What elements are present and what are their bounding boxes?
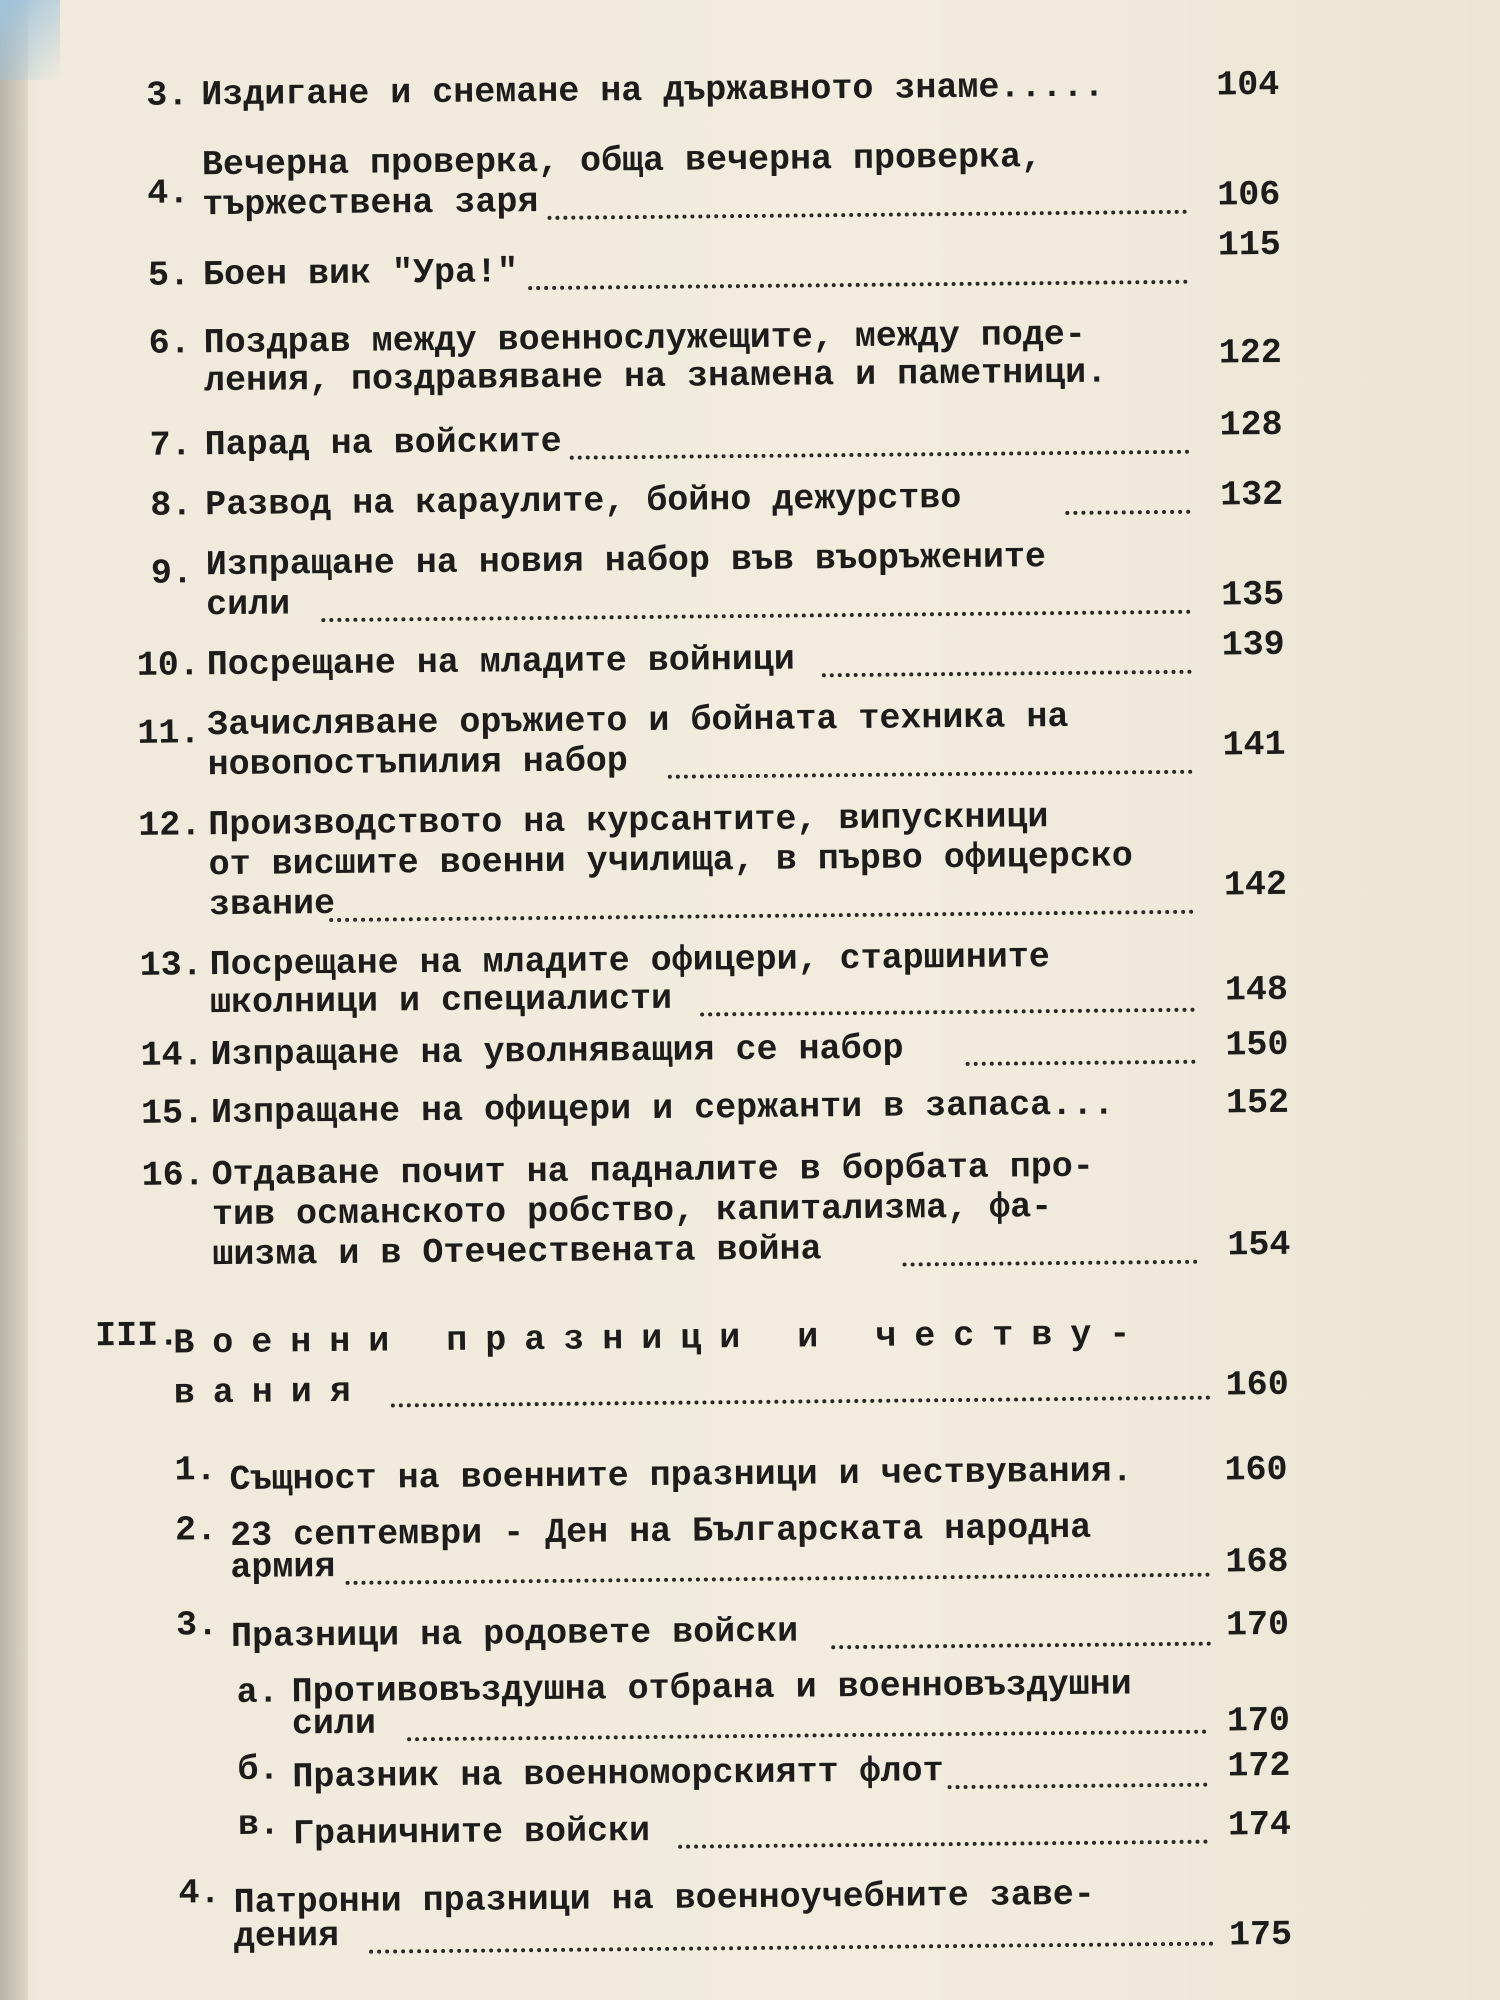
entry-number: 9. — [150, 553, 194, 594]
entry-number: 5. — [147, 255, 191, 296]
page-number: 148 — [1224, 969, 1289, 1011]
entry-number: 15. — [140, 1093, 205, 1134]
leader-dots — [528, 280, 1188, 290]
page-number: 128 — [1219, 404, 1283, 446]
page-number: 170 — [1226, 1700, 1291, 1742]
page-number: 168 — [1225, 1541, 1289, 1583]
page-number: 152 — [1225, 1082, 1290, 1124]
entry-title: Вечерна проверка, обща вечерна проверка, — [201, 137, 1043, 186]
section-number: III. — [95, 1315, 180, 1357]
entry-title-cont: тържествена заря — [202, 181, 539, 226]
entry-number: 3. — [146, 75, 189, 116]
entry-number: 12. — [138, 805, 202, 846]
leader-dots — [321, 610, 1191, 622]
entry-title-cont: звание — [208, 883, 336, 926]
entry-title: Патронни празници на военноучебните заве- — [233, 1874, 1095, 1923]
leader-dots — [668, 770, 1193, 779]
entry-title: Издигане и снемане на държавното знаме..... — [201, 66, 1105, 116]
entry-title-cont: тив османското робство, капитализма, фа- — [211, 1187, 1053, 1236]
page-number: 122 — [1218, 332, 1283, 374]
entry-number: 1. — [174, 1450, 217, 1491]
entry-title: Празник на военноморскиятт флот — [292, 1751, 944, 1798]
entry-title: Изпращане на новия набор във въоръжените — [205, 537, 1047, 586]
entry-title: Посрещане на младите офицери, старшините — [209, 937, 1050, 986]
entry-number: в. — [237, 1804, 281, 1845]
entry-number: б. — [237, 1749, 280, 1790]
entry-title: Поздрав между военнослужещите, между поде- — [203, 314, 1086, 364]
entry-title-cont: школници и специалисти — [209, 978, 673, 1024]
entry-title-cont: дения — [233, 1915, 340, 1957]
entry-number: а. — [236, 1672, 279, 1713]
entry-title-cont: сили — [291, 1703, 377, 1745]
leader-dots — [570, 450, 1190, 460]
leader-dots — [831, 1642, 1211, 1650]
entry-number: 2. — [174, 1510, 218, 1551]
page-number: 170 — [1225, 1604, 1290, 1646]
entry-number: 14. — [140, 1035, 204, 1076]
entry-number: 10. — [136, 645, 200, 686]
entry-title: Производството на курсантите, випускници — [208, 797, 1049, 846]
entry-title: Граничните войски — [292, 1810, 651, 1855]
entry-number: 13. — [139, 945, 203, 986]
page-number: 160 — [1225, 1364, 1289, 1406]
leader-dots — [369, 1942, 1214, 1954]
leader-dots — [678, 1840, 1208, 1849]
entry-title-cont: шизма и в Отечествената война — [212, 1229, 822, 1276]
leader-dots — [1065, 510, 1190, 515]
entry-title: Зачисляване оръжието и бойната техника на — [207, 696, 1069, 746]
page-number: 174 — [1227, 1804, 1292, 1846]
leader-dots — [407, 1730, 1207, 1742]
entry-title: Отдаване почит на падналите в борбата про- — [211, 1146, 1094, 1196]
page-number: 154 — [1227, 1224, 1291, 1266]
entry-title-cont: армия — [230, 1547, 336, 1589]
page-number: 160 — [1224, 1449, 1288, 1491]
page-number: 175 — [1228, 1914, 1293, 1956]
entry-number: 3. — [175, 1605, 219, 1646]
page-number: 139 — [1221, 624, 1285, 666]
entry-title: Изпращане на уволняващия се набор — [210, 1028, 904, 1076]
entry-title: Изпращане на офицери и сержанти в запаса... — [210, 1084, 1115, 1134]
leader-dots — [948, 1783, 1208, 1789]
entry-number: 8. — [150, 485, 193, 526]
entry-title: Парад на войските — [204, 421, 562, 466]
entry-title: 23 септември - Ден на Българската народна — [229, 1507, 1092, 1557]
entry-title-cont: новопостъпилия набор — [207, 741, 628, 786]
page-number: 142 — [1223, 864, 1288, 906]
page-number: 104 — [1216, 64, 1280, 106]
entry-number: 11. — [137, 713, 201, 754]
leader-dots — [329, 910, 1194, 922]
page-number: 141 — [1222, 724, 1286, 766]
entry-number: 4. — [147, 173, 190, 214]
section-title-cont: вания — [173, 1371, 369, 1414]
leader-dots — [391, 1396, 1211, 1408]
entry-title: Посрещане на младите войници — [206, 639, 796, 686]
leader-dots — [547, 210, 1187, 220]
entry-title: Противовъздушна отбрана и военновъздушни — [291, 1664, 1132, 1713]
leader-dots — [700, 1008, 1195, 1017]
page-number: 150 — [1225, 1024, 1289, 1066]
leader-dots — [903, 1260, 1198, 1267]
entry-number: 7. — [149, 425, 192, 466]
entry-title: Боен вик "Ура!" — [202, 252, 519, 296]
page-number: 132 — [1219, 474, 1284, 516]
entry-title-cont: от висшите военни училища, в първо офицерско — [208, 836, 1133, 886]
leader-dots — [346, 1573, 1211, 1585]
entry-title: Развод на караулите, бойно дежурство — [205, 477, 962, 526]
entry-title-cont: сили — [205, 584, 291, 626]
entry-title: Същност на военните празници и чествувания. — [229, 1451, 1133, 1501]
entry-title: Празници на родовете войски — [230, 1611, 799, 1658]
page-number: 135 — [1220, 574, 1285, 616]
page-number: 115 — [1217, 224, 1281, 266]
section-title: Военни празници и честву- — [173, 1314, 1149, 1364]
entry-number: 16. — [141, 1155, 205, 1196]
entry-number: 6. — [148, 323, 191, 364]
page-number: 106 — [1217, 174, 1281, 216]
page-number: 172 — [1227, 1745, 1291, 1787]
leader-dots — [966, 1060, 1196, 1066]
entry-number: 4. — [178, 1873, 221, 1914]
leader-dots — [822, 670, 1192, 678]
entry-title-cont: ления, поздравяване на знамена и паметници. — [203, 352, 1108, 402]
